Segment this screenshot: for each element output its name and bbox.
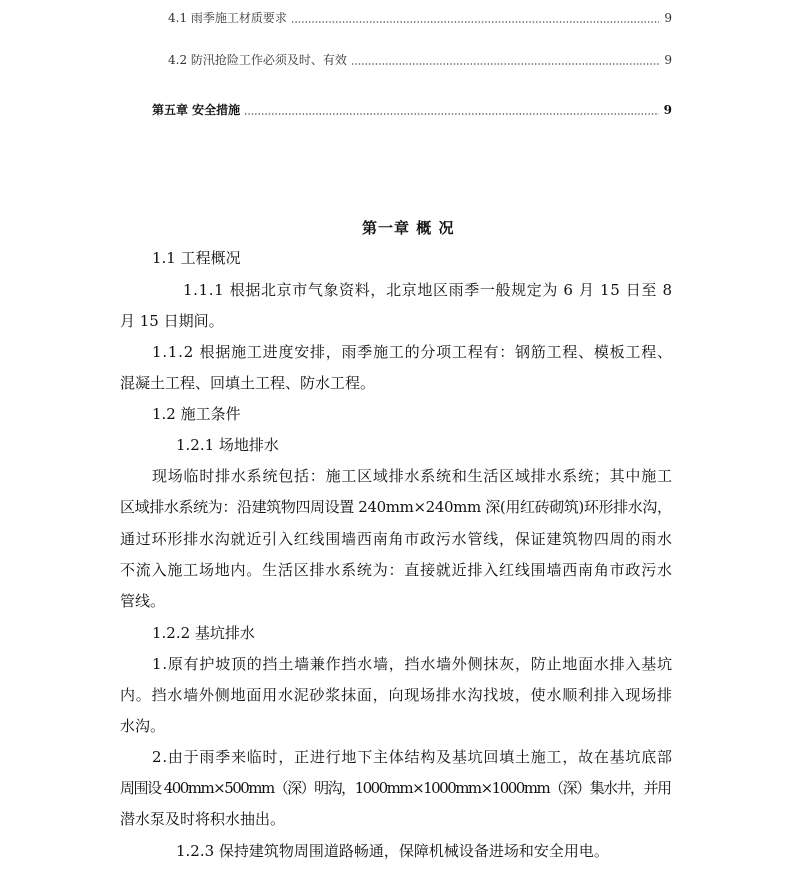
- chapter-title: 第一章 概 况: [362, 219, 455, 237]
- section-heading: 1.2 施工条件: [152, 405, 241, 423]
- toc-entry: [168, 10, 672, 26]
- paragraph-line: 1.1.2 根据施工进度安排，雨季施工的分项工程有：钢筋工程、模板工程、: [152, 343, 673, 361]
- paragraph-line: 1.2.3 保持建筑物周围道路畅通，保障机械设备进场和安全用电。: [176, 842, 609, 860]
- paragraph-line: 月 15 日期间。: [120, 312, 224, 330]
- toc-entry-page-number: 9: [664, 53, 672, 67]
- toc-dot-leader: [291, 21, 659, 23]
- paragraph-line: 区域排水系统为：沿建筑物四周设置 240mm×240mm 深(用红砖砌筑)环形排水沟，: [120, 498, 672, 516]
- subsection-heading: 1.2.1 场地排水: [176, 436, 279, 454]
- subsection-heading: 1.2.2 基坑排水: [152, 624, 255, 642]
- paragraph-line: 混凝土工程、回填土工程、防水工程。: [120, 374, 376, 392]
- toc-entry-page-number: 9: [664, 11, 672, 25]
- toc-entry: [168, 52, 672, 68]
- paragraph-line: 2.由于雨季来临时，正进行地下主体结构及基坑回填土施工，故在基坑底部: [152, 748, 673, 766]
- section-heading: 1.1 工程概况: [152, 249, 241, 267]
- paragraph-line: 水沟。: [120, 717, 166, 735]
- toc-entry-label: 第五章 安全措施: [152, 103, 241, 117]
- toc-entry-label: 4.1 雨季施工材质要求: [168, 11, 287, 25]
- toc-entry-page-number: 9: [663, 103, 672, 117]
- paragraph-line: 现场临时排水系统包括：施工区域排水系统和生活区域排水系统；其中施工: [152, 467, 673, 485]
- paragraph-line: 1.原有护坡顶的挡土墙兼作挡水墙，挡水墙外侧抹灰，防止地面水排入基坑: [152, 655, 673, 673]
- paragraph-line: 内。挡水墙外侧地面用水泥砂浆抹面，向现场排水沟找坡，使水顺利排入现场排: [120, 686, 673, 704]
- paragraph-line: 不流入施工场地内。生活区排水系统为：直接就近排入红线围墙西南角市政污水: [120, 561, 673, 579]
- paragraph-line: 管线。: [120, 592, 166, 610]
- toc-entry-label: 4.2 防汛抢险工作必须及时、有效: [168, 53, 347, 67]
- toc-dot-leader: [351, 63, 659, 65]
- paragraph-line: 周围设 400mm×500mm（深）明沟，1000mm×1000mm×1000mm（深）集水井，并用: [120, 779, 671, 797]
- paragraph-line: 潜水泵及时将积水抽出。: [120, 810, 286, 828]
- paragraph-line: 1.1.1 根据北京市气象资料，北京地区雨季一般规定为 6 月 15 日至 8: [183, 281, 673, 299]
- toc-dot-leader: [244, 113, 658, 115]
- toc-entry-chapter: [152, 102, 672, 118]
- paragraph-line: 通过环形排水沟就近引入红线围墙西南角市政污水管线，保证建筑物四周的雨水: [120, 530, 673, 548]
